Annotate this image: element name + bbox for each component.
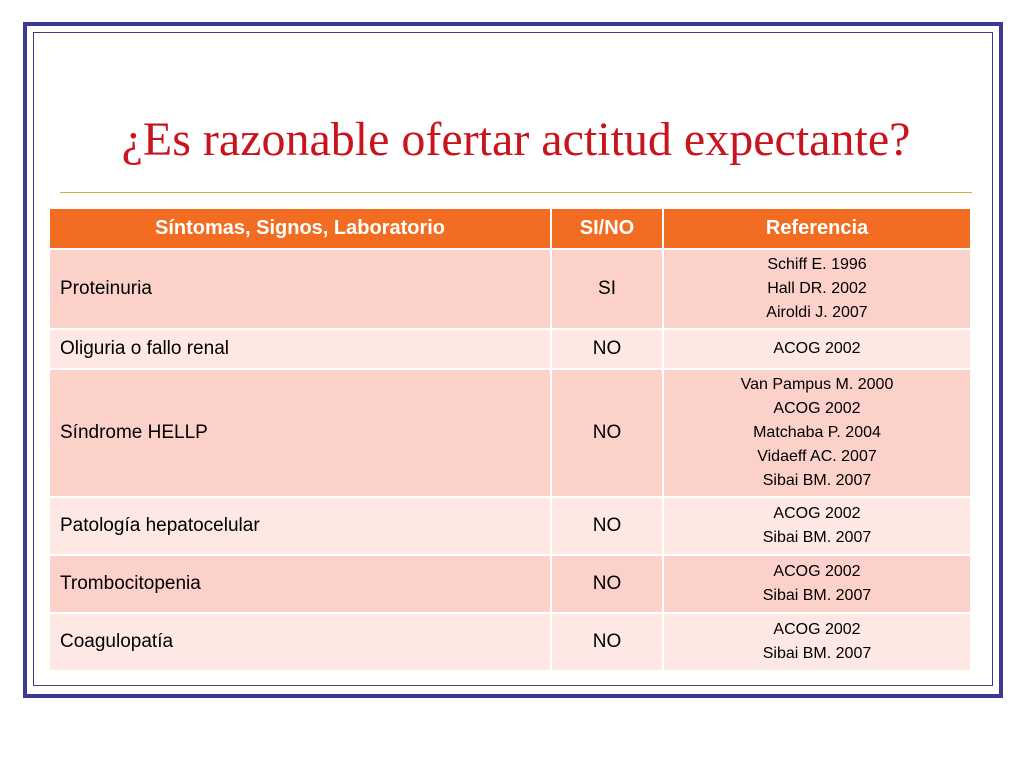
- table-row: [49, 249, 971, 329]
- reference-line: ACOG 2002: [773, 340, 861, 357]
- reference-line: ACOG 2002: [773, 621, 861, 638]
- reference-line: ACOG 2002: [773, 563, 861, 580]
- table-row: [49, 497, 971, 555]
- reference-cell: [663, 613, 971, 671]
- reference-line: Matchaba P. 2004: [753, 424, 881, 441]
- reference-cell: [663, 329, 971, 369]
- reference-cell: [663, 555, 971, 613]
- symptom-cell: Coagulopatía: [49, 613, 551, 671]
- reference-line: Sibai BM. 2007: [762, 645, 872, 662]
- si-no-cell: SI: [551, 249, 663, 329]
- reference-line: Hall DR. 2002: [767, 280, 867, 297]
- symptom-cell: Oliguria o fallo renal: [49, 329, 551, 369]
- title-divider: [60, 192, 972, 193]
- header-reference: Referencia: [663, 208, 971, 249]
- reference-line: Vidaeff AC. 2007: [757, 448, 877, 465]
- si-no-cell: NO: [551, 369, 663, 497]
- symptom-cell: Patología hepatocelular: [49, 497, 551, 555]
- evidence-table: [48, 207, 972, 672]
- reference-line: ACOG 2002: [773, 505, 861, 522]
- si-no-cell: NO: [551, 329, 663, 369]
- symptom-cell: Proteinuria: [49, 249, 551, 329]
- table-header-row: [49, 208, 971, 249]
- si-no-cell: NO: [551, 555, 663, 613]
- symptom-cell: Trombocitopenia: [49, 555, 551, 613]
- header-symptoms: Síntomas, Signos, Laboratorio: [49, 208, 551, 249]
- reference-line: Sibai BM. 2007: [762, 472, 872, 489]
- symptom-cell: Síndrome HELLP: [49, 369, 551, 497]
- table-row: [49, 555, 971, 613]
- reference-line: Sibai BM. 2007: [762, 529, 872, 546]
- si-no-cell: NO: [551, 497, 663, 555]
- si-no-cell: NO: [551, 613, 663, 671]
- slide-title: ¿Es razonable ofertar actitud expectante?: [121, 113, 911, 166]
- reference-line: ACOG 2002: [773, 400, 861, 417]
- reference-line: Airoldi J. 2007: [766, 304, 868, 321]
- table-row: [49, 369, 971, 497]
- header-si-no: SI/NO: [551, 208, 663, 249]
- reference-line: Sibai BM. 2007: [762, 587, 872, 604]
- reference-line: Van Pampus M. 2000: [740, 376, 894, 393]
- reference-cell: [663, 369, 971, 497]
- table-row: [49, 613, 971, 671]
- reference-cell: [663, 249, 971, 329]
- table-row: [49, 329, 971, 369]
- reference-cell: [663, 497, 971, 555]
- reference-line: Schiff E. 1996: [767, 256, 867, 273]
